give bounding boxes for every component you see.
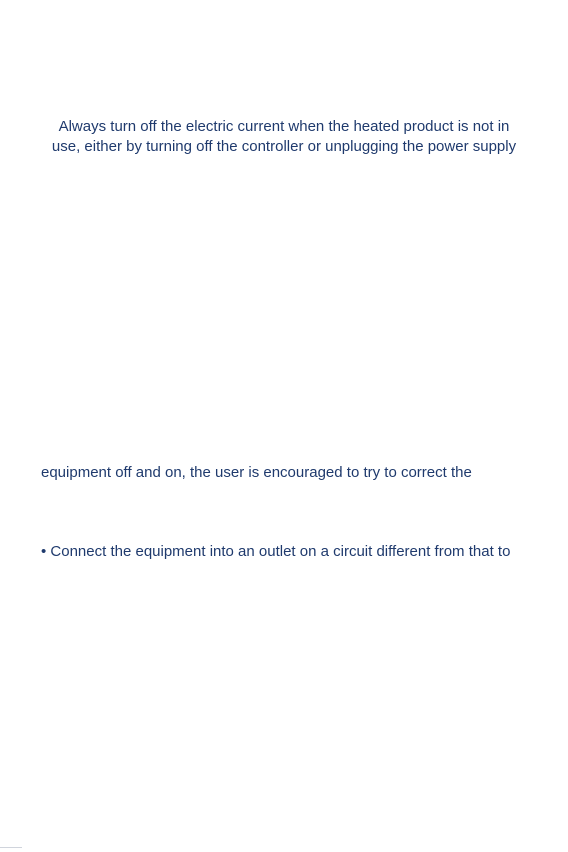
page-edge-mark [0, 847, 22, 852]
power-warning-line-2: use, either by turning off the controller or unplugging the power supply [51, 138, 517, 155]
power-warning-line-1: Always turn off the electric current when the heated product is not in [58, 118, 510, 135]
power-warning-paragraph [0, 117, 568, 157]
connect-outlet-bullet: • Connect the equipment into an outlet on a circuit different from that to [41, 543, 511, 560]
interference-text-line: equipment off and on, the user is encouraged to try to correct the [41, 464, 472, 481]
